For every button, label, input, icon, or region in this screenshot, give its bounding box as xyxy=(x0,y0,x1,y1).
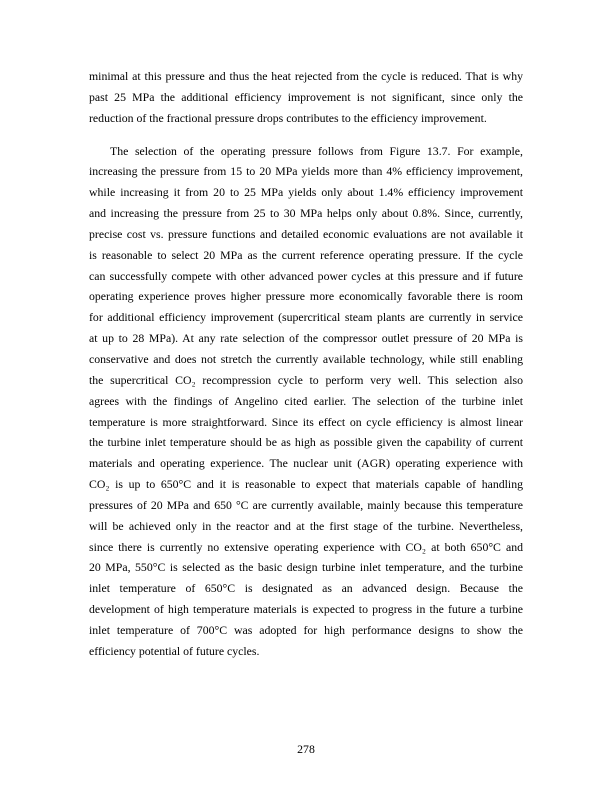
text-line: efficiency potential of future cycles. xyxy=(89,643,260,658)
text-line: CO₂ is up to 650°C and it is reasonable to expect that materials capable of handling xyxy=(89,477,523,492)
text-line: inlet temperature of 650°C is designated as an advanced design. Because the xyxy=(89,581,523,596)
paragraph xyxy=(89,66,523,129)
text-line: operating experience proves higher pressure more economically favorable there is room xyxy=(89,289,523,304)
text-line: at up to 28 MPa). At any rate selection of the compressor outlet pressure of 20 MPa is xyxy=(89,331,523,346)
text-line: is reasonable to select 20 MPa as the current reference operating pressure. If the cycle xyxy=(89,247,523,262)
text-line: The selection of the operating pressure follows from Figure 13.7. For example, xyxy=(110,143,523,158)
text-line: will be achieved only in the reactor and at the first stage of the turbine. Nevertheless, xyxy=(89,518,523,533)
text-line: reduction of the fractional pressure drops contributes to the efficiency improvement. xyxy=(89,110,487,125)
text-line: the supercritical CO₂ recompression cycle to perform very well. This selection also xyxy=(89,372,523,387)
text-line: agrees with the findings of Angelino cited earlier. The selection of the turbine inlet xyxy=(89,393,523,408)
text-line: and increasing the pressure from 25 to 30 MPa helps only about 0.8%. Since, currently, xyxy=(89,206,523,221)
text-line: minimal at this pressure and thus the heat rejected from the cycle is reduced. That is why xyxy=(89,69,523,83)
text-line: while increasing it from 20 to 25 MPa yields only about 1.4% efficiency improvement xyxy=(89,185,523,200)
text-line: the turbine inlet temperature should be as high as possible given the capability of current xyxy=(89,435,523,450)
text-line: development of high temperature materials is expected to progress in the future a turbine xyxy=(89,602,523,617)
text-line: can successfully compete with other advanced power cycles at this pressure and if future xyxy=(89,268,523,283)
text-line: pressures of 20 MPa and 650 °C are currently available, mainly because this temperature xyxy=(89,497,523,512)
text-line: for additional efficiency improvement (supercritical steam plants are currently in service xyxy=(89,310,523,325)
text-line: materials and operating experience. The nuclear unit (AGR) operating experience with xyxy=(89,456,523,471)
text-line: increasing the pressure from 15 to 20 MPa yields more than 4% efficiency improvement, xyxy=(89,164,523,179)
text-line: precise cost vs. pressure functions and detailed economic evaluations are not available it xyxy=(89,226,523,241)
paragraph xyxy=(89,141,523,662)
text-line: since there is currently no extensive operating experience with CO₂ at both 650°C and xyxy=(89,539,523,554)
text-line: inlet temperature of 700°C was adopted for high performance designs to show the xyxy=(89,622,523,637)
text-block xyxy=(89,66,523,662)
text-line: past 25 MPa the additional efficiency improvement is not significant, since only the xyxy=(89,89,523,104)
text-line: temperature is more straightforward. Since its effect on cycle efficiency is almost linear xyxy=(89,414,523,429)
text-line: 20 MPa, 550°C is selected as the basic design turbine inlet temperature, and the turbine xyxy=(89,560,523,575)
text-line: conservative and does not stretch the currently available technology, while still enabling xyxy=(89,351,523,366)
page-number: 278 xyxy=(297,742,315,756)
